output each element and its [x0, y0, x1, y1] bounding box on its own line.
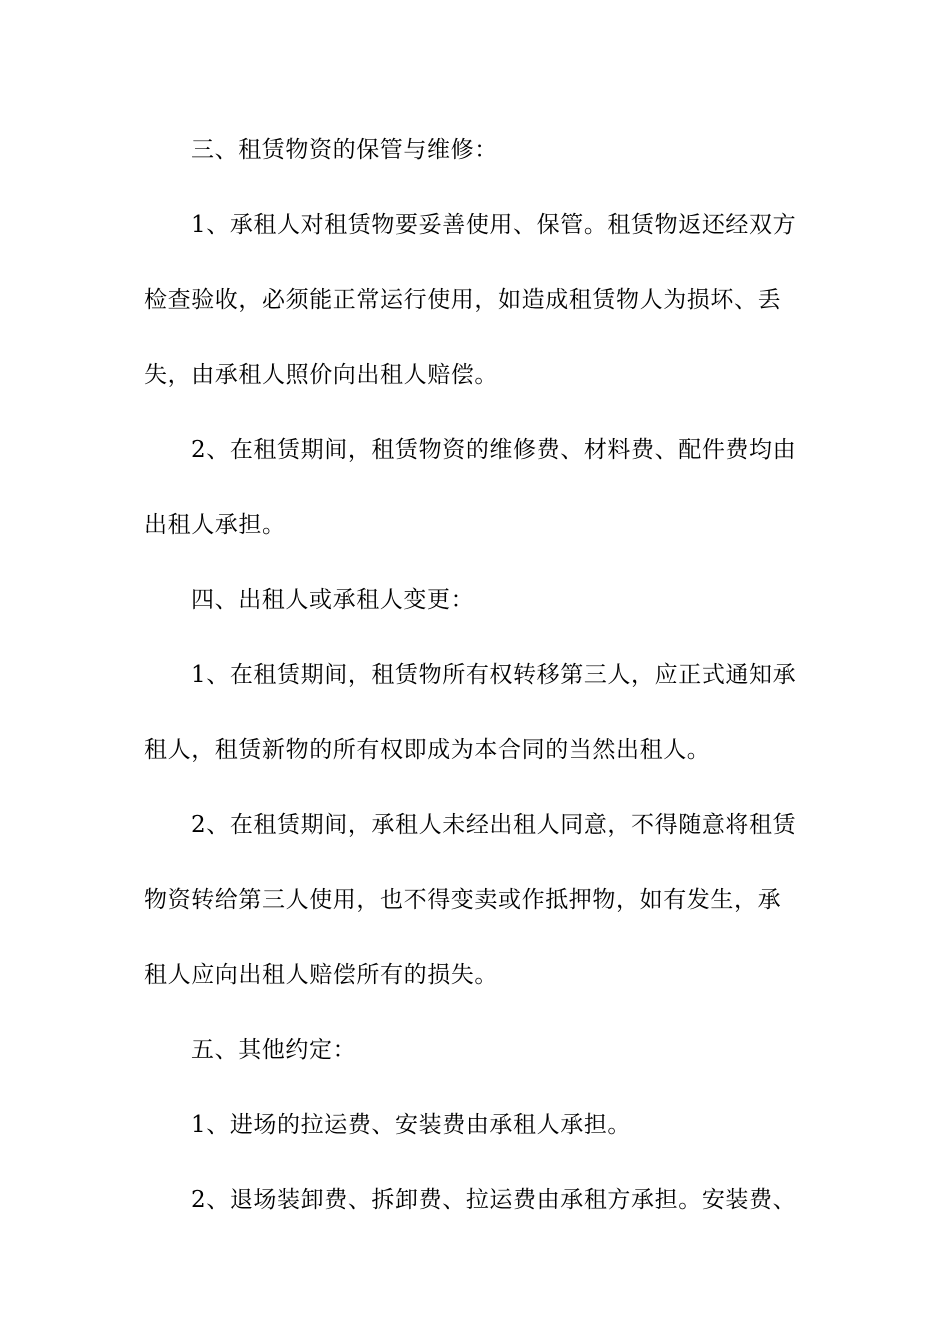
- paragraph-line: 出租人承担。: [144, 512, 286, 538]
- section-heading-3: 三、租赁物资的保管与维修：: [191, 137, 498, 163]
- paragraph-line: 1、承租人对租赁物要妥善使用、保管。租赁物返还经双方: [191, 212, 797, 238]
- paragraph-line: 物资转给第三人使用，也不得变卖或作抵押物，如有发生，承: [144, 887, 782, 913]
- paragraph-line: 租人，租赁新物的所有权即成为本合同的当然出租人。: [144, 737, 711, 763]
- paragraph-line: 2、在租赁期间，承租人未经出租人同意，不得随意将租赁: [191, 812, 797, 838]
- paragraph-line: 1、进场的拉运费、安装费由承租人承担。: [191, 1112, 632, 1138]
- paragraph-line: 2、在租赁期间，租赁物资的维修费、材料费、配件费均由: [191, 437, 797, 463]
- paragraph-line: 失，由承租人照价向出租人赔偿。: [144, 362, 498, 388]
- paragraph-line: 1、在租赁期间，租赁物所有权转移第三人，应正式通知承: [191, 662, 797, 688]
- paragraph-line: 租人应向出租人赔偿所有的损失。: [144, 962, 498, 988]
- paragraph-line: 2、退场装卸费、拆卸费、拉运费由承租方承担。安装费、: [191, 1187, 797, 1213]
- section-heading-4: 四、出租人或承租人变更：: [191, 587, 475, 613]
- paragraph-line: 检查验收，必须能正常运行使用，如造成租赁物人为损坏、丢: [144, 287, 782, 313]
- section-heading-5: 五、其他约定：: [191, 1037, 357, 1063]
